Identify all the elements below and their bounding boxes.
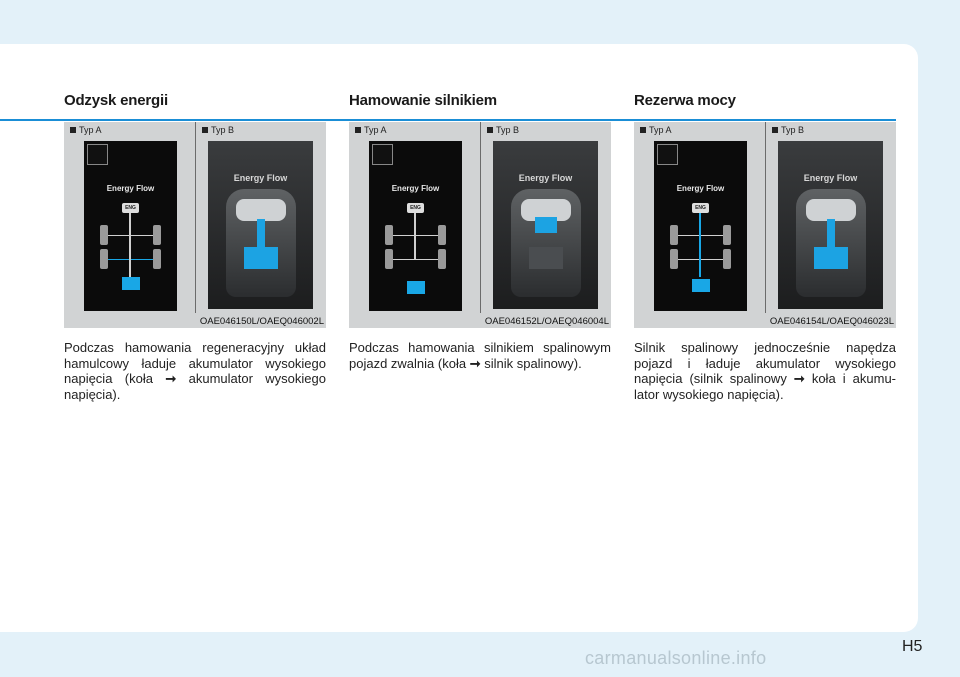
figure-panel bbox=[634, 122, 896, 328]
section-description: Podczas hamowania regeneracyjny układ hamulcowy ładuje akumulator wysokiego napięcia (koła ➞ akumulator wysokiego napięcia). bbox=[64, 340, 326, 402]
battery-icon bbox=[122, 277, 140, 290]
shaft-line bbox=[129, 213, 131, 277]
wheel-icon bbox=[670, 249, 678, 269]
square-bullet-icon bbox=[487, 127, 493, 133]
engine-icon bbox=[806, 199, 856, 221]
battery-icon bbox=[814, 247, 848, 269]
flow-line bbox=[535, 217, 557, 233]
energy-flow-screen-b bbox=[778, 141, 883, 309]
engine-icon bbox=[236, 199, 286, 221]
figure-panel bbox=[64, 122, 326, 328]
screen-title: Energy Flow bbox=[803, 173, 858, 183]
screen-title: Energy Flow bbox=[676, 184, 725, 193]
arrow-right-icon: ➞ bbox=[469, 355, 481, 371]
image-code: OAE046152L/OAEQ046004L bbox=[484, 316, 609, 327]
engine-icon: ENG bbox=[122, 203, 139, 213]
typ-b-label: Typ B bbox=[772, 125, 804, 135]
typ-a-label: Typ A bbox=[640, 125, 672, 135]
car-icon bbox=[796, 189, 866, 297]
wheel-icon bbox=[100, 225, 108, 245]
typ-b-label: Typ B bbox=[202, 125, 234, 135]
energy-flow-screen-a bbox=[654, 141, 747, 311]
image-code: OAE046154L/OAEQ046023L bbox=[769, 316, 894, 327]
battery-icon bbox=[692, 279, 710, 292]
screen-title: Energy Flow bbox=[106, 184, 155, 193]
screen-icon-box bbox=[87, 144, 108, 165]
axle-line bbox=[393, 259, 438, 260]
engine-icon: ENG bbox=[692, 203, 709, 213]
arrow-right-icon: ➞ bbox=[793, 371, 805, 387]
battery-icon bbox=[407, 281, 425, 294]
figure-divider bbox=[480, 122, 481, 313]
wheel-icon bbox=[153, 249, 161, 269]
section-title: Odzysk energii bbox=[64, 92, 168, 109]
square-bullet-icon bbox=[772, 127, 778, 133]
figure-panel bbox=[349, 122, 611, 328]
section-rezerwa-mocy bbox=[634, 92, 896, 402]
car-icon bbox=[226, 189, 296, 297]
wheel-icon bbox=[153, 225, 161, 245]
wheel-icon bbox=[670, 225, 678, 245]
section-description: Silnik spalinowy jednocześnie napędza pojazd i ładuje akumulator wysokiego napięcia (silnik spalinowy ➞ koła i akumu-lator wysokiego napięcia). bbox=[634, 340, 896, 402]
square-bullet-icon bbox=[70, 127, 76, 133]
energy-flow-screen-b bbox=[208, 141, 313, 309]
wheel-icon bbox=[723, 249, 731, 269]
wheel-icon bbox=[385, 225, 393, 245]
energy-flow-screen-b bbox=[493, 141, 598, 309]
wheel-icon bbox=[385, 249, 393, 269]
wheel-icon bbox=[438, 249, 446, 269]
typ-a-label: Typ A bbox=[355, 125, 387, 135]
battery-icon bbox=[244, 247, 278, 269]
flow-line bbox=[699, 213, 701, 277]
screen-icon-box bbox=[657, 144, 678, 165]
arrow-right-icon: ➞ bbox=[165, 371, 177, 387]
typ-a-label: Typ A bbox=[70, 125, 102, 135]
flow-line bbox=[827, 219, 835, 247]
screen-title: Energy Flow bbox=[233, 173, 288, 183]
watermark: carmanualsonline.info bbox=[585, 648, 767, 668]
section-hamowanie-silnikiem bbox=[349, 92, 611, 371]
wheel-icon bbox=[100, 249, 108, 269]
figure-divider bbox=[195, 122, 196, 313]
wheel-icon bbox=[723, 225, 731, 245]
wheel-icon bbox=[438, 225, 446, 245]
header-rule bbox=[0, 119, 896, 121]
car-icon bbox=[511, 189, 581, 297]
section-title: Rezerwa mocy bbox=[634, 92, 736, 109]
engine-icon: ENG bbox=[407, 203, 424, 213]
screen-title: Energy Flow bbox=[518, 173, 573, 183]
image-code: OAE046150L/OAEQ046002L bbox=[199, 316, 324, 327]
shaft-line bbox=[414, 213, 416, 259]
section-odzysk-energii bbox=[64, 92, 326, 402]
energy-flow-screen-a bbox=[369, 141, 462, 311]
figure-divider bbox=[765, 122, 766, 313]
section-title: Hamowanie silnikiem bbox=[349, 92, 497, 109]
screen-title: Energy Flow bbox=[391, 184, 440, 193]
screen-icon-box bbox=[372, 144, 393, 165]
square-bullet-icon bbox=[202, 127, 208, 133]
square-bullet-icon bbox=[640, 127, 646, 133]
flow-line bbox=[257, 219, 265, 247]
typ-b-label: Typ B bbox=[487, 125, 519, 135]
square-bullet-icon bbox=[355, 127, 361, 133]
energy-flow-screen-a bbox=[84, 141, 177, 311]
page-number: H5 bbox=[902, 638, 923, 655]
section-description: Podczas hamowania silnikiem spalinowym pojazd zwalnia (koła ➞ silnik spalinowy). bbox=[349, 340, 611, 371]
battery-icon bbox=[529, 247, 563, 269]
